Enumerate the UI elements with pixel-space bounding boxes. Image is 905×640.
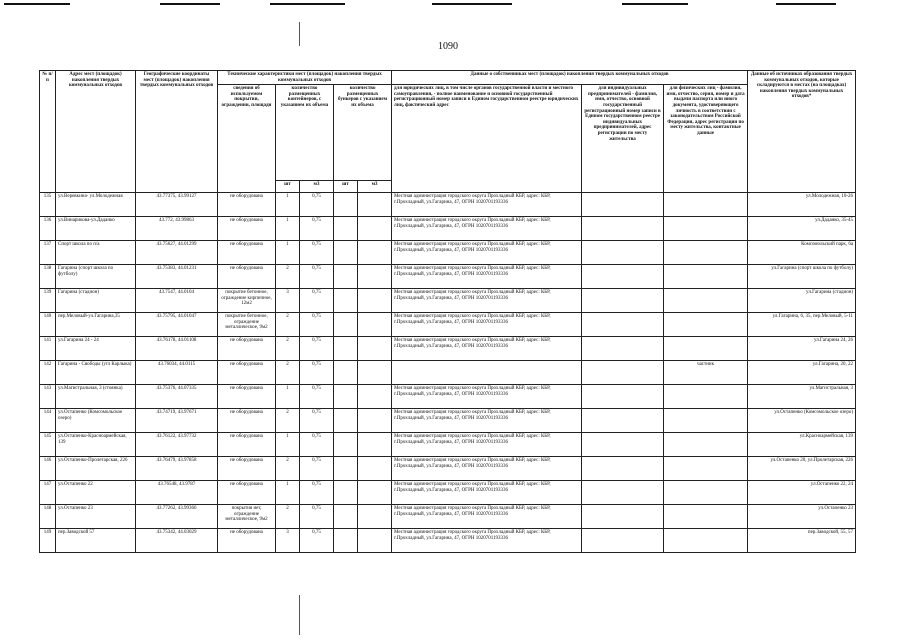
row-individual bbox=[664, 481, 748, 505]
row-container-volume: 0,75 bbox=[300, 433, 334, 457]
subheader-ip: для индивидуальных предпринимателей - фамилия, имя, отчество, основной государственный регистрационный номер записи в Едином государственном реестре индивидуальных предпринимателей, адрес регистрации по месту жительства bbox=[582, 85, 664, 193]
row-bunker-count bbox=[334, 433, 358, 457]
row-container-volume: 0,75 bbox=[300, 241, 334, 265]
row-number: 146 bbox=[40, 457, 56, 481]
row-container-volume: 0,75 bbox=[300, 361, 334, 385]
header-num: № п/п bbox=[40, 71, 56, 193]
row-entrepreneur bbox=[582, 265, 664, 289]
row-bunker-count bbox=[334, 193, 358, 217]
row-legal-owner: Местная администрация городского округа Прохладный КБР, адрес: КБР, г.Прохладный, ул.Гагарина, 47, ОГРН 1020701193336 bbox=[392, 193, 582, 217]
row-surface: покрытие бетонное, ограждение кирпичное, 12м2 bbox=[218, 289, 276, 313]
row-number: 143 bbox=[40, 385, 56, 409]
row-legal-owner: Местная администрация городского округа Прохладный КБР, адрес: КБР, г.Прохладный, ул.Гагарина, 47, ОГРН 1020701193336 bbox=[392, 289, 582, 313]
row-entrepreneur bbox=[582, 481, 664, 505]
table-body bbox=[40, 193, 856, 553]
row-number: 145 bbox=[40, 433, 56, 457]
row-number: 140 bbox=[40, 313, 56, 337]
row-waste-source: пер.Заводской, 55, 57 bbox=[748, 529, 856, 553]
row-individual bbox=[664, 529, 748, 553]
row-legal-owner: Местная администрация городского округа Прохладный КБР, адрес: КБР, г.Прохладный, ул.Гагарина, 47, ОГРН 1020701193336 bbox=[392, 481, 582, 505]
table-row bbox=[40, 481, 856, 505]
row-individual bbox=[664, 313, 748, 337]
row-container-count: 2 bbox=[276, 361, 300, 385]
row-number: 147 bbox=[40, 481, 56, 505]
row-surface: не оборудована bbox=[218, 409, 276, 433]
row-number: 135 bbox=[40, 193, 56, 217]
row-number: 141 bbox=[40, 337, 56, 361]
row-address: ул.Остапенко-Пролетарская, 226 bbox=[56, 457, 136, 481]
row-legal-owner: Местная администрация городского округа Прохладный КБР, адрес: КБР, г.Прохладный, ул.Гагарина, 47, ОГРН 1020701193336 bbox=[392, 385, 582, 409]
unit-m3: м3 bbox=[300, 181, 334, 193]
row-container-count: 2 bbox=[276, 457, 300, 481]
row-waste-source: ул.Красноармейская, 139 bbox=[748, 433, 856, 457]
row-legal-owner: Местная администрация городского округа Прохладный КБР, адрес: КБР, г.Прохладный, ул.Гагарина, 47, ОГРН 1020701193336 bbox=[392, 241, 582, 265]
row-container-count: 2 bbox=[276, 265, 300, 289]
row-legal-owner: Местная администрация городского округа Прохладный КБР, адрес: КБР, г.Прохладный, ул.Гагарина, 47, ОГРН 1020701193336 bbox=[392, 409, 582, 433]
table-row bbox=[40, 217, 856, 241]
row-address: ул.Остапенко-Красноармейская, 139 bbox=[56, 433, 136, 457]
scan-artifact-line bbox=[432, 3, 512, 5]
row-waste-source: ул.Остапенко 23 bbox=[748, 505, 856, 529]
table-row bbox=[40, 241, 856, 265]
waste-sites-table bbox=[39, 70, 856, 553]
row-bunker-volume bbox=[358, 265, 392, 289]
row-container-count: 2 bbox=[276, 313, 300, 337]
row-individual bbox=[664, 217, 748, 241]
row-surface: покрытие бетонное, ограждение металлическое, 9м2 bbox=[218, 313, 276, 337]
row-bunker-volume bbox=[358, 337, 392, 361]
row-container-count: 3 bbox=[276, 529, 300, 553]
row-individual bbox=[664, 433, 748, 457]
row-surface: не оборудована bbox=[218, 217, 276, 241]
row-address: Гагарина - Свободы (угл Карлыка) bbox=[56, 361, 136, 385]
row-address: пер.Заводской 57 bbox=[56, 529, 136, 553]
header-geo: Географические координаты мест (площадок) накопления твердых коммунальных отходов bbox=[136, 71, 218, 193]
row-container-count: 1 bbox=[276, 217, 300, 241]
row-address: ул.Веревкина- ул.Молодежная bbox=[56, 193, 136, 217]
row-entrepreneur bbox=[582, 337, 664, 361]
row-number: 136 bbox=[40, 217, 56, 241]
row-waste-source: Комсомольский парк, 6а bbox=[748, 241, 856, 265]
row-bunker-volume bbox=[358, 529, 392, 553]
row-container-volume: 0,75 bbox=[300, 505, 334, 529]
row-bunker-count bbox=[334, 289, 358, 313]
row-container-volume: 0,75 bbox=[300, 193, 334, 217]
row-surface: не оборудована bbox=[218, 241, 276, 265]
row-surface: не оборудована bbox=[218, 385, 276, 409]
row-bunker-volume bbox=[358, 193, 392, 217]
row-individual bbox=[664, 337, 748, 361]
row-waste-source: ул.Остапенко (Комсомольское озеро) bbox=[748, 409, 856, 433]
table-row bbox=[40, 457, 856, 481]
row-address: ул.Винарикова-ул.Дадаико bbox=[56, 217, 136, 241]
row-bunker-count bbox=[334, 241, 358, 265]
row-bunker-count bbox=[334, 361, 358, 385]
row-container-count: 2 bbox=[276, 337, 300, 361]
table-row bbox=[40, 361, 856, 385]
row-number: 138 bbox=[40, 265, 56, 289]
scan-fold-mark bbox=[299, 595, 300, 635]
row-container-volume: 0,75 bbox=[300, 529, 334, 553]
row-bunker-volume bbox=[358, 241, 392, 265]
row-coordinates: 43.7547, 44.0104 bbox=[136, 289, 218, 313]
row-bunker-volume bbox=[358, 313, 392, 337]
row-container-volume: 0,75 bbox=[300, 481, 334, 505]
row-container-volume: 0,75 bbox=[300, 217, 334, 241]
row-bunker-count bbox=[334, 505, 358, 529]
row-surface: не оборудована bbox=[218, 337, 276, 361]
row-address: ул.Остапенко 22 bbox=[56, 481, 136, 505]
scan-fold-mark bbox=[299, 22, 300, 46]
row-number: 144 bbox=[40, 409, 56, 433]
row-coordinates: 43.76178, 44.01108 bbox=[136, 337, 218, 361]
row-legal-owner bbox=[392, 361, 582, 385]
row-container-count: 2 bbox=[276, 409, 300, 433]
unit-pcs: шт bbox=[276, 181, 300, 193]
subheader-legal: для юридических лиц, в том числе органов государственной власти и местного самоуправления, - полное наименование и основной государственный регистрационный номер записи в Едином государственном реестре юридических лиц, фактический адрес bbox=[392, 85, 582, 193]
row-address: ул.Гагарина 24 - 24 bbox=[56, 337, 136, 361]
row-surface: не оборудована bbox=[218, 265, 276, 289]
row-container-count: 1 bbox=[276, 241, 300, 265]
row-bunker-count bbox=[334, 481, 358, 505]
row-surface: не оборудована bbox=[218, 529, 276, 553]
row-container-count: 1 bbox=[276, 481, 300, 505]
row-entrepreneur bbox=[582, 289, 664, 313]
row-coordinates: 43.75383, 44.01231 bbox=[136, 265, 218, 289]
header-tech: Технические характеристики мест (площадок) накопления твердых коммунальных отходов bbox=[218, 71, 392, 85]
row-legal-owner: Местная администрация городского округа Прохладный КБР, адрес: КБР, г.Прохладный, ул.Гагарина, 47, ОГРН 1020701193336 bbox=[392, 337, 582, 361]
page-number: 1090 bbox=[438, 41, 458, 52]
scan-artifact-line bbox=[4, 3, 70, 5]
row-legal-owner: Местная администрация городского округа Прохладный КБР, адрес: КБР, г.Прохладный, ул.Гагарина, 47, ОГРН 1020701193336 bbox=[392, 505, 582, 529]
row-individual bbox=[664, 505, 748, 529]
row-container-volume: 0,75 bbox=[300, 289, 334, 313]
row-address: Гагарина (спорт школа по футболу) bbox=[56, 265, 136, 289]
row-address: Гагарина (стадион) bbox=[56, 289, 136, 313]
row-individual bbox=[664, 409, 748, 433]
row-coordinates: 43.76034, 44.0115 bbox=[136, 361, 218, 385]
row-number: 142 bbox=[40, 361, 56, 385]
row-entrepreneur bbox=[582, 313, 664, 337]
row-number: 149 bbox=[40, 529, 56, 553]
row-surface: не оборудована bbox=[218, 193, 276, 217]
unit-pcs: шт bbox=[334, 181, 358, 193]
subheader-surface: сведения об используемом покрытии, ограждении, площади bbox=[218, 85, 276, 193]
row-bunker-volume bbox=[358, 457, 392, 481]
table-row bbox=[40, 313, 856, 337]
row-entrepreneur bbox=[582, 361, 664, 385]
row-individual bbox=[664, 241, 748, 265]
row-bunker-volume bbox=[358, 289, 392, 313]
header-source: Данные об источниках образования твердых коммунальных отходов, которые складируются в местах (на площадках) накопления твердых коммунальных отходов* bbox=[748, 71, 856, 193]
row-address: пер.Меловый-ул.Гагарина,35 bbox=[56, 313, 136, 337]
row-legal-owner: Местная администрация городского округа Прохладный КБР, адрес: КБР, г.Прохладный, ул.Гагарина, 47, ОГРН 1020701193336 bbox=[392, 265, 582, 289]
row-number: 148 bbox=[40, 505, 56, 529]
unit-m3: м3 bbox=[358, 181, 392, 193]
row-address: ул.Магистральная, 3 (стоянка) bbox=[56, 385, 136, 409]
row-waste-source: ул.Молодежная, 10-26 bbox=[748, 193, 856, 217]
subheader-bunkers: количество размещенных бункеров с указанием их объема bbox=[334, 85, 392, 181]
row-legal-owner: Местная администрация городского округа Прохладный КБР, адрес: КБР, г.Прохладный, ул.Гагарина, 47, ОГРН 1020701193336 bbox=[392, 529, 582, 553]
row-bunker-count bbox=[334, 313, 358, 337]
scan-artifact-line bbox=[160, 3, 220, 5]
subheader-containers: количество размещенных контейнеров, с указанием их объема bbox=[276, 85, 334, 181]
row-coordinates: 43.77375, 43.99127 bbox=[136, 193, 218, 217]
row-waste-source: ул.Остапенко 22, 24 bbox=[748, 481, 856, 505]
row-individual bbox=[664, 457, 748, 481]
row-entrepreneur bbox=[582, 193, 664, 217]
row-entrepreneur bbox=[582, 433, 664, 457]
row-waste-source: ул.Гагарина 24, 26 bbox=[748, 337, 856, 361]
row-entrepreneur bbox=[582, 505, 664, 529]
header-address: Адрес мест (площадок) накопления твердых коммунальных отходов bbox=[56, 71, 136, 193]
row-surface: покрытия нет, ограждение металлическое, 9м2 bbox=[218, 505, 276, 529]
table-row bbox=[40, 265, 856, 289]
row-entrepreneur bbox=[582, 217, 664, 241]
row-bunker-volume bbox=[358, 505, 392, 529]
row-surface: не оборудована bbox=[218, 433, 276, 457]
row-entrepreneur bbox=[582, 457, 664, 481]
row-surface: не оборудована bbox=[218, 457, 276, 481]
row-waste-source: ул.Остапенко 20, ул.Пролетарская, 226 bbox=[748, 457, 856, 481]
row-coordinates: 43.75342, 44.03029 bbox=[136, 529, 218, 553]
row-coordinates: 43.75376, 44.07335 bbox=[136, 385, 218, 409]
row-coordinates: 43.74719, 43.97671 bbox=[136, 409, 218, 433]
row-coordinates: 43.76122, 43.97732 bbox=[136, 433, 218, 457]
row-address: Спорт школа по п/а bbox=[56, 241, 136, 265]
row-coordinates: 43.76479, 43.97858 bbox=[136, 457, 218, 481]
row-coordinates: 43.75627, 44.01299 bbox=[136, 241, 218, 265]
row-container-volume: 0,75 bbox=[300, 385, 334, 409]
row-number: 137 bbox=[40, 241, 56, 265]
row-individual bbox=[664, 385, 748, 409]
table-row bbox=[40, 337, 856, 361]
row-individual: частник bbox=[664, 361, 748, 385]
table-row bbox=[40, 433, 856, 457]
row-container-volume: 0,75 bbox=[300, 313, 334, 337]
row-coordinates: 43.772, 43.99863 bbox=[136, 217, 218, 241]
row-legal-owner: Местная администрация городского округа Прохладный КБР, адрес: КБР, г.Прохладный, ул.Гагарина, 47, ОГРН 1020701193336 bbox=[392, 217, 582, 241]
row-bunker-volume bbox=[358, 433, 392, 457]
row-bunker-volume bbox=[358, 481, 392, 505]
row-waste-source: ул.Дадаико, 35-45 bbox=[748, 217, 856, 241]
row-container-count: 1 bbox=[276, 193, 300, 217]
scan-artifact-line bbox=[776, 3, 836, 5]
row-individual bbox=[664, 289, 748, 313]
table-row bbox=[40, 289, 856, 313]
row-container-volume: 0,75 bbox=[300, 409, 334, 433]
row-individual bbox=[664, 193, 748, 217]
row-waste-source: ул.Гагарина, 6, 35, пер.Меловый, 5-11 bbox=[748, 313, 856, 337]
row-address: ул.Остапенко 23 bbox=[56, 505, 136, 529]
subheader-person: для физических лиц - фамилия, имя, отчество, серия, номер и дата выдачи паспорта или иного документа, удостоверяющего личность в соответствии с законодательством Российской Федерации, адрес регистрации по месту жительства, контактные данные bbox=[664, 85, 748, 193]
row-waste-source: ул.Магистральная, 3 bbox=[748, 385, 856, 409]
row-legal-owner: Местная администрация городского округа Прохладный КБР, адрес: КБР, г.Прохладный, ул.Гагарина, 47, ОГРН 1020701193336 bbox=[392, 313, 582, 337]
row-bunker-count bbox=[334, 457, 358, 481]
row-entrepreneur bbox=[582, 385, 664, 409]
table-row bbox=[40, 409, 856, 433]
row-container-count: 2 bbox=[276, 505, 300, 529]
row-bunker-count bbox=[334, 409, 358, 433]
row-container-volume: 0,75 bbox=[300, 337, 334, 361]
row-container-count: 1 bbox=[276, 385, 300, 409]
row-bunker-count bbox=[334, 265, 358, 289]
row-waste-source: ул.Гагарина (спорт школа по футболу) bbox=[748, 265, 856, 289]
row-bunker-volume bbox=[358, 409, 392, 433]
row-address: ул.Остапенко (Комсомольское озеро) bbox=[56, 409, 136, 433]
scan-artifact-line bbox=[270, 3, 345, 5]
row-container-count: 3 bbox=[276, 289, 300, 313]
row-bunker-count bbox=[334, 385, 358, 409]
row-waste-source: ул.Гагарина (стадион) bbox=[748, 289, 856, 313]
scan-artifact-line bbox=[622, 3, 688, 5]
row-container-count: 1 bbox=[276, 433, 300, 457]
row-container-volume: 0,75 bbox=[300, 457, 334, 481]
row-waste-source: ул.Гагарина, 20, 22 bbox=[748, 361, 856, 385]
table-row bbox=[40, 529, 856, 553]
row-entrepreneur bbox=[582, 529, 664, 553]
header-owner: Данные о собственниках мест (площадок) накопления твердых коммунальных отходов bbox=[392, 71, 748, 85]
row-bunker-volume bbox=[358, 217, 392, 241]
row-bunker-volume bbox=[358, 385, 392, 409]
row-bunker-count bbox=[334, 217, 358, 241]
table-row bbox=[40, 505, 856, 529]
row-individual bbox=[664, 265, 748, 289]
row-surface: не оборудована bbox=[218, 481, 276, 505]
table-row bbox=[40, 193, 856, 217]
row-legal-owner: Местная администрация городского округа Прохладный КБР, адрес: КБР, г.Прохладный, ул.Гагарина, 47, ОГРН 1020701193336 bbox=[392, 457, 582, 481]
row-entrepreneur bbox=[582, 241, 664, 265]
row-bunker-volume bbox=[358, 361, 392, 385]
row-bunker-count bbox=[334, 337, 358, 361]
row-coordinates: 43.75795, 44.01047 bbox=[136, 313, 218, 337]
table-row bbox=[40, 385, 856, 409]
row-entrepreneur bbox=[582, 409, 664, 433]
row-container-volume: 0,75 bbox=[300, 265, 334, 289]
row-legal-owner: Местная администрация городского округа Прохладный КБР, адрес: КБР, г.Прохладный, ул.Гагарина, 47, ОГРН 1020701193336 bbox=[392, 433, 582, 457]
row-coordinates: 43.76548, 43.9787 bbox=[136, 481, 218, 505]
row-bunker-count bbox=[334, 529, 358, 553]
row-surface: не оборудована bbox=[218, 361, 276, 385]
row-coordinates: 43.77262, 43.99366 bbox=[136, 505, 218, 529]
row-number: 139 bbox=[40, 289, 56, 313]
